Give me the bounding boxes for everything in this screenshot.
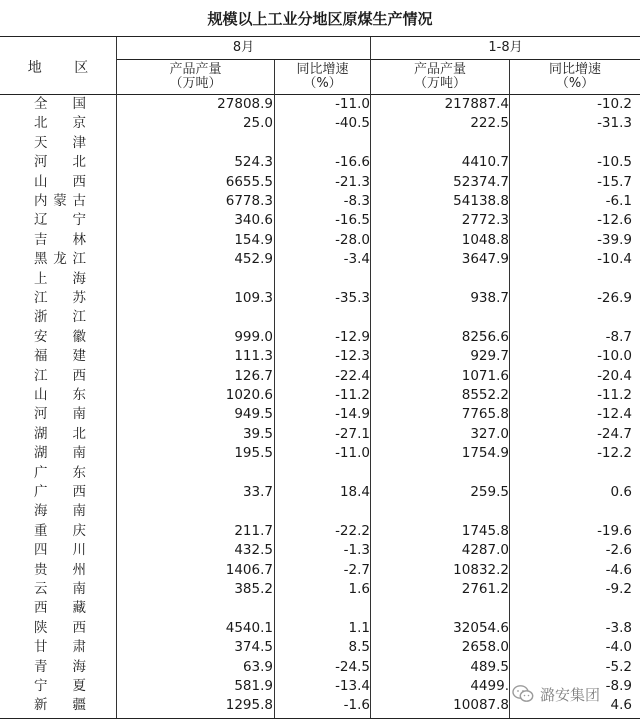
aug-growth-header-line2: （%）: [303, 76, 342, 91]
table-row: [0, 193, 640, 212]
aug-output-cell: 452.9: [234, 251, 273, 268]
table-row: [0, 503, 640, 522]
ytd-growth-cell: 0.6: [610, 484, 632, 500]
aug-output-cell: 109.3: [234, 290, 273, 306]
table-row: [0, 309, 640, 328]
ytd-output-cell: 2772.3: [461, 212, 509, 229]
table-row: [0, 329, 640, 348]
ytd-output-cell: 52374.7: [453, 173, 509, 190]
aug-growth-cell: -24.5: [335, 658, 370, 675]
ytd-growth-cell: -8.9: [605, 678, 632, 694]
ytd-growth-cell: -39.9: [597, 231, 632, 248]
table-row: [0, 542, 640, 561]
region-cell: 江苏: [34, 290, 86, 306]
region-cell: 甘肃: [34, 639, 86, 656]
aug-growth-cell: -21.3: [335, 173, 370, 190]
table-row: [0, 465, 640, 484]
aug-output-cell: 374.5: [234, 639, 273, 656]
aug-output-cell: 385.2: [234, 581, 273, 597]
aug-growth-cell: 8.5: [348, 639, 370, 656]
table-row: [0, 426, 640, 445]
ytd-growth-cell: -24.7: [597, 425, 632, 442]
ytd-output-cell: 1754.9: [461, 445, 509, 462]
aug-output-cell: 195.5: [234, 445, 273, 462]
ytd-growth-header-line1: 同比增速: [548, 62, 601, 77]
aug-header: 8月: [232, 40, 255, 55]
ytd-output-cell: 489.5: [470, 658, 509, 675]
aug-output-header: [117, 63, 274, 91]
table-row: [0, 484, 640, 503]
region-cell: 山西: [34, 173, 86, 190]
region-cell: 全国: [34, 96, 86, 112]
ytd-output-cell: 4499.: [470, 678, 509, 694]
aug-growth-cell: -12.9: [335, 328, 370, 345]
table-row: [0, 232, 640, 251]
ytd-growth-cell: -2.6: [605, 542, 632, 559]
region-cell: 内蒙古: [34, 193, 86, 209]
ytd-output-cell: 4287.0: [461, 542, 509, 559]
top-rule: [0, 36, 640, 37]
table-row: [0, 348, 640, 367]
ytd-growth-cell: -31.3: [597, 115, 632, 132]
ytd-output-cell: 938.7: [470, 290, 509, 306]
ytd-growth-cell: -8.7: [605, 328, 632, 345]
aug-growth-cell: -8.3: [343, 193, 370, 209]
table-row: [0, 212, 640, 231]
aug-output-cell: 1020.6: [225, 387, 273, 403]
aug-output-cell: 63.9: [242, 658, 273, 675]
aug-growth-cell: -11.0: [335, 445, 370, 462]
ytd-growth-cell: -3.8: [605, 619, 632, 636]
ytd-output-cell: 217887.4: [444, 96, 509, 112]
ytd-output-cell: 54138.8: [453, 193, 509, 209]
ytd-output-cell: 4410.7: [461, 154, 509, 171]
region-cell: 安徽: [34, 328, 86, 345]
ytd-growth-cell: -10.5: [597, 154, 632, 171]
ytd-output-cell: 929.7: [470, 348, 509, 365]
ytd-growth-cell: -11.2: [597, 387, 632, 403]
aug-growth-cell: -11.2: [335, 387, 370, 403]
ytd-output-cell: 2658.0: [461, 639, 509, 656]
table-title: 规模以上工业分地区原煤生产情况: [207, 10, 433, 28]
aug-output-cell: 211.7: [234, 522, 273, 539]
ytd-growth-header-line2: （%）: [555, 76, 595, 91]
ytd-output-cell: 1071.6: [461, 367, 509, 384]
region-cell: 上海: [34, 270, 86, 287]
ytd-growth-cell: -12.4: [597, 406, 632, 423]
table-row: [0, 271, 640, 290]
header-bottom-rule: [0, 94, 640, 95]
table-row: [0, 368, 640, 387]
aug-growth-cell: -40.5: [335, 115, 370, 132]
aug-output-cell: 6778.3: [225, 193, 273, 209]
region-cell: 广西: [34, 484, 86, 500]
region-cell: 海南: [34, 503, 86, 520]
region-cell: 西藏: [34, 600, 86, 617]
aug-growth-cell: -27.1: [335, 425, 370, 442]
aug-output-cell: 33.7: [242, 484, 273, 500]
region-header: 地 区: [27, 60, 103, 76]
aug-growth-header-line1: 同比增速: [296, 62, 349, 77]
region-cell: 贵州: [34, 561, 86, 578]
region-cell: 湖北: [34, 425, 86, 442]
aug-growth-cell: -2.7: [343, 561, 370, 578]
ytd-growth-cell: -12.2: [597, 445, 632, 462]
ytd-output-cell: 1048.8: [461, 231, 509, 248]
region-cell: 重庆: [34, 522, 86, 539]
table-row: [0, 659, 640, 678]
ytd-output-cell: 2761.2: [461, 581, 509, 597]
ytd-growth-cell: -26.9: [597, 290, 632, 306]
ytd-growth-cell: -5.2: [605, 658, 632, 675]
ytd-output-cell: 8256.6: [461, 328, 509, 345]
table-row: [0, 639, 640, 658]
ytd-growth-cell: 4.6: [610, 697, 632, 714]
region-cell: 青海: [34, 658, 86, 675]
table-row: [0, 174, 640, 193]
ytd-output-header: [371, 63, 509, 91]
region-cell: 山东: [34, 387, 86, 403]
aug-growth-cell: -22.4: [335, 367, 370, 384]
watermark-text: 潞安集团: [540, 685, 601, 704]
aug-output-cell: 1406.7: [225, 561, 273, 578]
table-row: [0, 135, 640, 154]
aug-output-header-line1: 产品产量: [169, 62, 222, 77]
aug-growth-cell: -1.6: [343, 697, 370, 714]
aug-output-cell: 581.9: [234, 678, 273, 694]
region-cell: 北京: [34, 115, 86, 132]
aug-output-cell: 949.5: [234, 406, 273, 423]
region-cell: 云南: [34, 581, 86, 597]
ytd-output-cell: 10832.2: [453, 561, 509, 578]
aug-growth-cell: -1.3: [343, 542, 370, 559]
table-row: [0, 620, 640, 639]
ytd-growth-cell: -6.1: [605, 193, 632, 209]
ytd-growth-cell: -20.4: [597, 367, 632, 384]
table-row: [0, 406, 640, 425]
period-rule: [117, 59, 640, 60]
region-cell: 浙江: [34, 309, 86, 326]
table-row: [0, 96, 640, 115]
region-cell: 四川: [34, 542, 86, 559]
region-cell: 广东: [34, 464, 86, 481]
ytd-output-cell: 327.0: [470, 425, 509, 442]
region-cell: 辽宁: [34, 212, 86, 229]
ytd-growth-cell: -10.2: [597, 96, 632, 112]
table-row: [0, 251, 640, 270]
aug-output-cell: 1295.8: [225, 697, 273, 714]
aug-growth-cell: -22.2: [335, 522, 370, 539]
aug-growth-cell: -14.9: [335, 406, 370, 423]
aug-output-cell: 999.0: [234, 328, 273, 345]
aug-output-cell: 154.9: [234, 231, 273, 248]
ytd-output-cell: 7765.8: [461, 406, 509, 423]
aug-output-cell: 6655.5: [225, 173, 273, 190]
ytd-output-cell: 1745.8: [461, 522, 509, 539]
aug-output-cell: 524.3: [234, 154, 273, 171]
ytd-output-cell: 259.5: [470, 484, 509, 500]
table-row: [0, 562, 640, 581]
aug-growth-cell: -35.3: [335, 290, 370, 306]
aug-output-cell: 111.3: [234, 348, 273, 365]
aug-growth-cell: -28.0: [335, 231, 370, 248]
aug-growth-header: [275, 63, 370, 91]
region-cell: 江西: [34, 367, 86, 384]
ytd-output-cell: 222.5: [470, 115, 509, 132]
aug-output-cell: 126.7: [234, 367, 273, 384]
aug-growth-cell: -3.4: [343, 251, 370, 268]
aug-growth-cell: -13.4: [335, 678, 370, 694]
aug-growth-cell: 1.6: [348, 581, 370, 597]
ytd-growth-cell: -12.6: [597, 212, 632, 229]
ytd-output-cell: 32054.6: [453, 619, 509, 636]
ytd-growth-cell: -10.0: [597, 348, 632, 365]
ytd-growth-cell: -4.0: [605, 639, 632, 656]
aug-growth-cell: -12.3: [335, 348, 370, 365]
ytd-growth-cell: -4.6: [605, 561, 632, 578]
aug-growth-cell: -16.6: [335, 154, 370, 171]
region-cell: 湖南: [34, 445, 86, 462]
ytd-growth-cell: -10.4: [597, 251, 632, 268]
aug-output-cell: 432.5: [234, 542, 273, 559]
table-row: [0, 290, 640, 309]
ytd-growth-cell: -9.2: [605, 581, 632, 597]
aug-output-cell: 27808.9: [217, 96, 273, 112]
region-cell: 河南: [34, 406, 86, 423]
region-cell: 河北: [34, 154, 86, 171]
ytd-growth-header: [510, 63, 640, 91]
aug-growth-cell: 1.1: [348, 619, 370, 636]
wechat-icon: [512, 684, 534, 704]
aug-growth-cell: -16.5: [335, 212, 370, 229]
aug-output-cell: 39.5: [242, 425, 273, 442]
region-cell: 福建: [34, 348, 86, 365]
table-row: [0, 387, 640, 406]
table-row: [0, 600, 640, 619]
table-row: [0, 445, 640, 464]
ytd-output-cell: 8552.2: [461, 387, 509, 403]
ytd-output-header-line2: （万吨）: [413, 76, 466, 91]
region-cell: 新疆: [34, 697, 86, 714]
region-cell: 黑龙江: [34, 251, 86, 268]
aug-growth-cell: 18.4: [339, 484, 370, 500]
aug-output-cell: 25.0: [242, 115, 273, 132]
jan-aug-header: 1-8月: [488, 40, 523, 55]
ytd-growth-cell: -15.7: [597, 173, 632, 190]
ytd-growth-cell: -19.6: [597, 522, 632, 539]
aug-growth-cell: -11.0: [335, 96, 370, 112]
bottom-rule: [0, 718, 640, 719]
region-cell: 天津: [34, 134, 86, 151]
table-row: [0, 154, 640, 173]
aug-output-cell: 4540.1: [225, 619, 273, 636]
region-cell: 陕西: [34, 619, 86, 636]
region-cell: 吉林: [34, 231, 86, 248]
aug-output-cell: 340.6: [234, 212, 273, 229]
region-cell: 宁夏: [34, 678, 86, 694]
watermark: [512, 682, 600, 706]
table-row: [0, 115, 640, 134]
aug-output-header-line2: （万吨）: [169, 76, 222, 91]
ytd-output-header-line1: 产品产量: [413, 62, 466, 77]
ytd-output-cell: 10087.8: [453, 697, 509, 714]
ytd-output-cell: 3647.9: [461, 251, 509, 268]
table-row: [0, 581, 640, 600]
table-row: [0, 523, 640, 542]
